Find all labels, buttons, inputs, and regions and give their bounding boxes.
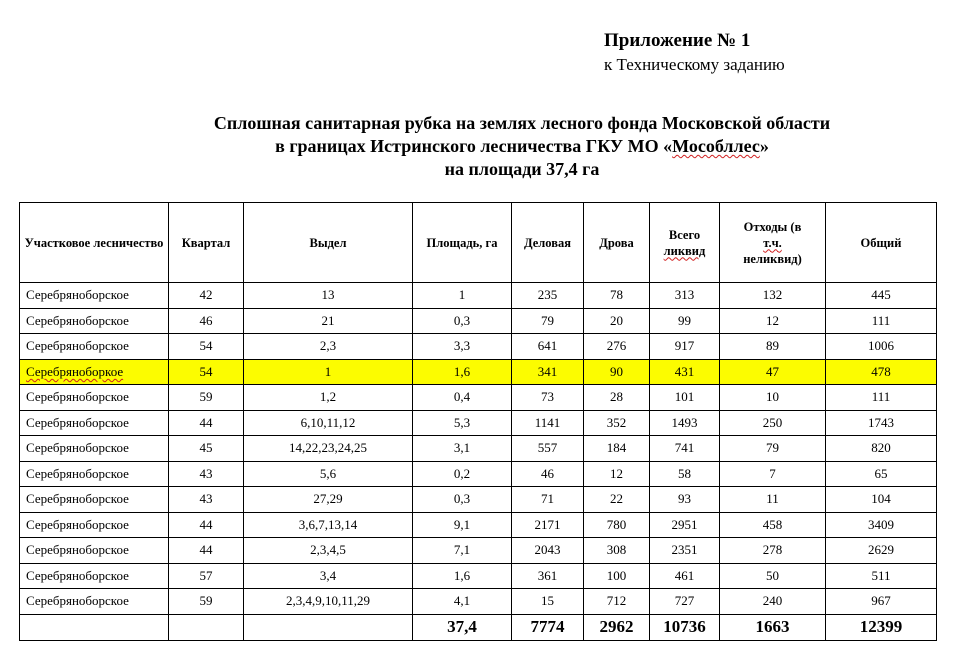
table-row <box>20 512 937 538</box>
cell-delovaya: 641 <box>512 334 584 360</box>
cell-kvartal: 46 <box>169 308 244 334</box>
table-row <box>20 283 937 309</box>
totals-row <box>20 614 937 640</box>
cell-forestry: Серебряноборское <box>20 385 169 411</box>
col-header-vydel: Выдел <box>244 203 413 283</box>
cell-waste: 132 <box>720 283 826 309</box>
cell-vydel: 1 <box>244 359 413 385</box>
cell-drova: 712 <box>584 589 650 615</box>
cell-drova: 78 <box>584 283 650 309</box>
cell-liquid: 431 <box>650 359 720 385</box>
total-drova: 2962 <box>584 614 650 640</box>
cell-forestry: Серебряноборское <box>20 461 169 487</box>
cell-vydel: 21 <box>244 308 413 334</box>
cell-liquid: 313 <box>650 283 720 309</box>
title-line-2 <box>150 135 894 158</box>
cell-drova: 20 <box>584 308 650 334</box>
table-row <box>20 308 937 334</box>
cell-waste: 458 <box>720 512 826 538</box>
cell-delovaya: 341 <box>512 359 584 385</box>
cell-waste: 240 <box>720 589 826 615</box>
cell-kvartal: 59 <box>169 385 244 411</box>
col-header-waste-line1: Отходы (в <box>743 219 802 234</box>
table-row <box>20 487 937 513</box>
cell-vydel: 5,6 <box>244 461 413 487</box>
cell-total: 820 <box>826 436 937 462</box>
col-header-liquid-word1: Всего <box>668 227 701 242</box>
cell-vydel: 3,6,7,13,14 <box>244 512 413 538</box>
cell-kvartal: 42 <box>169 283 244 309</box>
cell-liquid: 461 <box>650 563 720 589</box>
cell-delovaya: 73 <box>512 385 584 411</box>
cell-vydel: 6,10,11,12 <box>244 410 413 436</box>
cell-total: 111 <box>826 308 937 334</box>
cell-forestry: Серебряноборское <box>20 512 169 538</box>
cell-area: 7,1 <box>413 538 512 564</box>
cell-area: 0,3 <box>413 308 512 334</box>
col-header-liquid <box>650 203 720 283</box>
cell-area: 1,6 <box>413 359 512 385</box>
cell-liquid: 99 <box>650 308 720 334</box>
cell-waste: 11 <box>720 487 826 513</box>
cell-liquid: 93 <box>650 487 720 513</box>
cell-waste: 10 <box>720 385 826 411</box>
cell-vydel: 1,2 <box>244 385 413 411</box>
table-row <box>20 461 937 487</box>
cell-kvartal: 54 <box>169 334 244 360</box>
total-empty-cell <box>244 614 413 640</box>
table-row <box>20 436 937 462</box>
cell-total: 967 <box>826 589 937 615</box>
title-org-name: Мособллес <box>672 136 760 156</box>
table-row <box>20 563 937 589</box>
cell-forestry: Серебряноборское <box>20 487 169 513</box>
cell-forestry <box>20 359 169 385</box>
cell-drova: 90 <box>584 359 650 385</box>
cell-kvartal: 57 <box>169 563 244 589</box>
table-body <box>20 283 937 641</box>
cell-vydel: 13 <box>244 283 413 309</box>
col-header-waste <box>720 203 826 283</box>
total-empty-cell <box>169 614 244 640</box>
cell-liquid: 917 <box>650 334 720 360</box>
total-area: 37,4 <box>413 614 512 640</box>
cell-delovaya: 71 <box>512 487 584 513</box>
cell-vydel: 27,29 <box>244 487 413 513</box>
cell-waste: 12 <box>720 308 826 334</box>
cell-forestry: Серебряноборское <box>20 436 169 462</box>
table-row <box>20 589 937 615</box>
cell-forestry: Серебряноборское <box>20 538 169 564</box>
appendix-subtitle: к Техническому заданию <box>604 55 785 74</box>
col-header-liquid-word2: ликвид <box>663 243 706 258</box>
cell-delovaya: 361 <box>512 563 584 589</box>
cell-vydel: 3,4 <box>244 563 413 589</box>
cell-kvartal: 54 <box>169 359 244 385</box>
col-header-forestry: Участковое лесничество <box>20 203 169 283</box>
cell-drova: 184 <box>584 436 650 462</box>
cell-total: 445 <box>826 283 937 309</box>
cell-delovaya: 235 <box>512 283 584 309</box>
cell-forestry-text: Серебряноборкое <box>26 363 124 379</box>
cell-area: 0,2 <box>413 461 512 487</box>
cell-liquid: 741 <box>650 436 720 462</box>
cell-forestry: Серебряноборское <box>20 563 169 589</box>
cell-waste: 89 <box>720 334 826 360</box>
total-total: 12399 <box>826 614 937 640</box>
cell-forestry: Серебряноборское <box>20 308 169 334</box>
cell-delovaya: 2171 <box>512 512 584 538</box>
total-waste: 1663 <box>720 614 826 640</box>
table-row <box>20 410 937 436</box>
title-line-1: Сплошная санитарная рубка на землях лесного фонда Московской области <box>213 113 831 133</box>
cell-liquid: 727 <box>650 589 720 615</box>
cell-drova: 12 <box>584 461 650 487</box>
cell-kvartal: 44 <box>169 538 244 564</box>
cell-drova: 352 <box>584 410 650 436</box>
cell-forestry: Серебряноборское <box>20 589 169 615</box>
cell-total: 478 <box>826 359 937 385</box>
cell-vydel: 14,22,23,24,25 <box>244 436 413 462</box>
cell-delovaya: 557 <box>512 436 584 462</box>
cell-liquid: 58 <box>650 461 720 487</box>
table-row <box>20 538 937 564</box>
title-line-3: на площади 37,4 га <box>444 159 600 179</box>
cell-total: 65 <box>826 461 937 487</box>
cell-delovaya: 2043 <box>512 538 584 564</box>
cell-total: 1006 <box>826 334 937 360</box>
cell-delovaya: 46 <box>512 461 584 487</box>
cell-delovaya: 1141 <box>512 410 584 436</box>
col-header-kvartal: Квартал <box>169 203 244 283</box>
cell-drova: 100 <box>584 563 650 589</box>
cell-delovaya: 79 <box>512 308 584 334</box>
cell-waste: 47 <box>720 359 826 385</box>
col-header-area: Площадь, га <box>413 203 512 283</box>
cell-drova: 22 <box>584 487 650 513</box>
cell-area: 1 <box>413 283 512 309</box>
logging-table <box>19 202 937 641</box>
cell-vydel: 2,3,4,5 <box>244 538 413 564</box>
cell-area: 3,3 <box>413 334 512 360</box>
appendix-header <box>604 29 785 77</box>
cell-vydel: 2,3,4,9,10,11,29 <box>244 589 413 615</box>
col-header-waste-line2: т.ч. <box>763 235 782 250</box>
cell-liquid: 2951 <box>650 512 720 538</box>
cell-area: 1,6 <box>413 563 512 589</box>
cell-kvartal: 44 <box>169 512 244 538</box>
cell-drova: 28 <box>584 385 650 411</box>
table-header-row <box>20 203 937 283</box>
cell-forestry: Серебряноборское <box>20 410 169 436</box>
title-line-2-prefix: в границах Истринского лесничества ГКУ МО « <box>275 136 673 156</box>
cell-total: 2629 <box>826 538 937 564</box>
cell-area: 5,3 <box>413 410 512 436</box>
cell-waste: 50 <box>720 563 826 589</box>
col-header-waste-line3: неликвид) <box>743 251 802 266</box>
cell-forestry: Серебряноборское <box>20 334 169 360</box>
cell-total: 111 <box>826 385 937 411</box>
cell-liquid: 2351 <box>650 538 720 564</box>
appendix-number: Приложение № 1 <box>604 30 751 51</box>
col-header-total: Общий <box>826 203 937 283</box>
cell-area: 0,3 <box>413 487 512 513</box>
cell-area: 3,1 <box>413 436 512 462</box>
total-liquid: 10736 <box>650 614 720 640</box>
cell-delovaya: 15 <box>512 589 584 615</box>
cell-total: 1743 <box>826 410 937 436</box>
cell-area: 4,1 <box>413 589 512 615</box>
cell-drova: 308 <box>584 538 650 564</box>
cell-waste: 250 <box>720 410 826 436</box>
table-row <box>20 385 937 411</box>
cell-waste: 79 <box>720 436 826 462</box>
document-title <box>150 112 894 181</box>
total-delovaya: 7774 <box>512 614 584 640</box>
cell-total: 3409 <box>826 512 937 538</box>
title-line-2-suffix: » <box>759 136 769 156</box>
cell-forestry: Серебряноборское <box>20 283 169 309</box>
cell-kvartal: 43 <box>169 461 244 487</box>
cell-liquid: 101 <box>650 385 720 411</box>
cell-vydel: 2,3 <box>244 334 413 360</box>
cell-kvartal: 45 <box>169 436 244 462</box>
table-row <box>20 359 937 385</box>
cell-drova: 276 <box>584 334 650 360</box>
col-header-drova: Дрова <box>584 203 650 283</box>
cell-area: 9,1 <box>413 512 512 538</box>
col-header-delovaya: Деловая <box>512 203 584 283</box>
cell-kvartal: 59 <box>169 589 244 615</box>
cell-total: 104 <box>826 487 937 513</box>
cell-drova: 780 <box>584 512 650 538</box>
cell-total: 511 <box>826 563 937 589</box>
cell-kvartal: 44 <box>169 410 244 436</box>
cell-liquid: 1493 <box>650 410 720 436</box>
cell-waste: 7 <box>720 461 826 487</box>
cell-kvartal: 43 <box>169 487 244 513</box>
cell-area: 0,4 <box>413 385 512 411</box>
table-row <box>20 334 937 360</box>
total-empty-cell <box>20 614 169 640</box>
cell-waste: 278 <box>720 538 826 564</box>
